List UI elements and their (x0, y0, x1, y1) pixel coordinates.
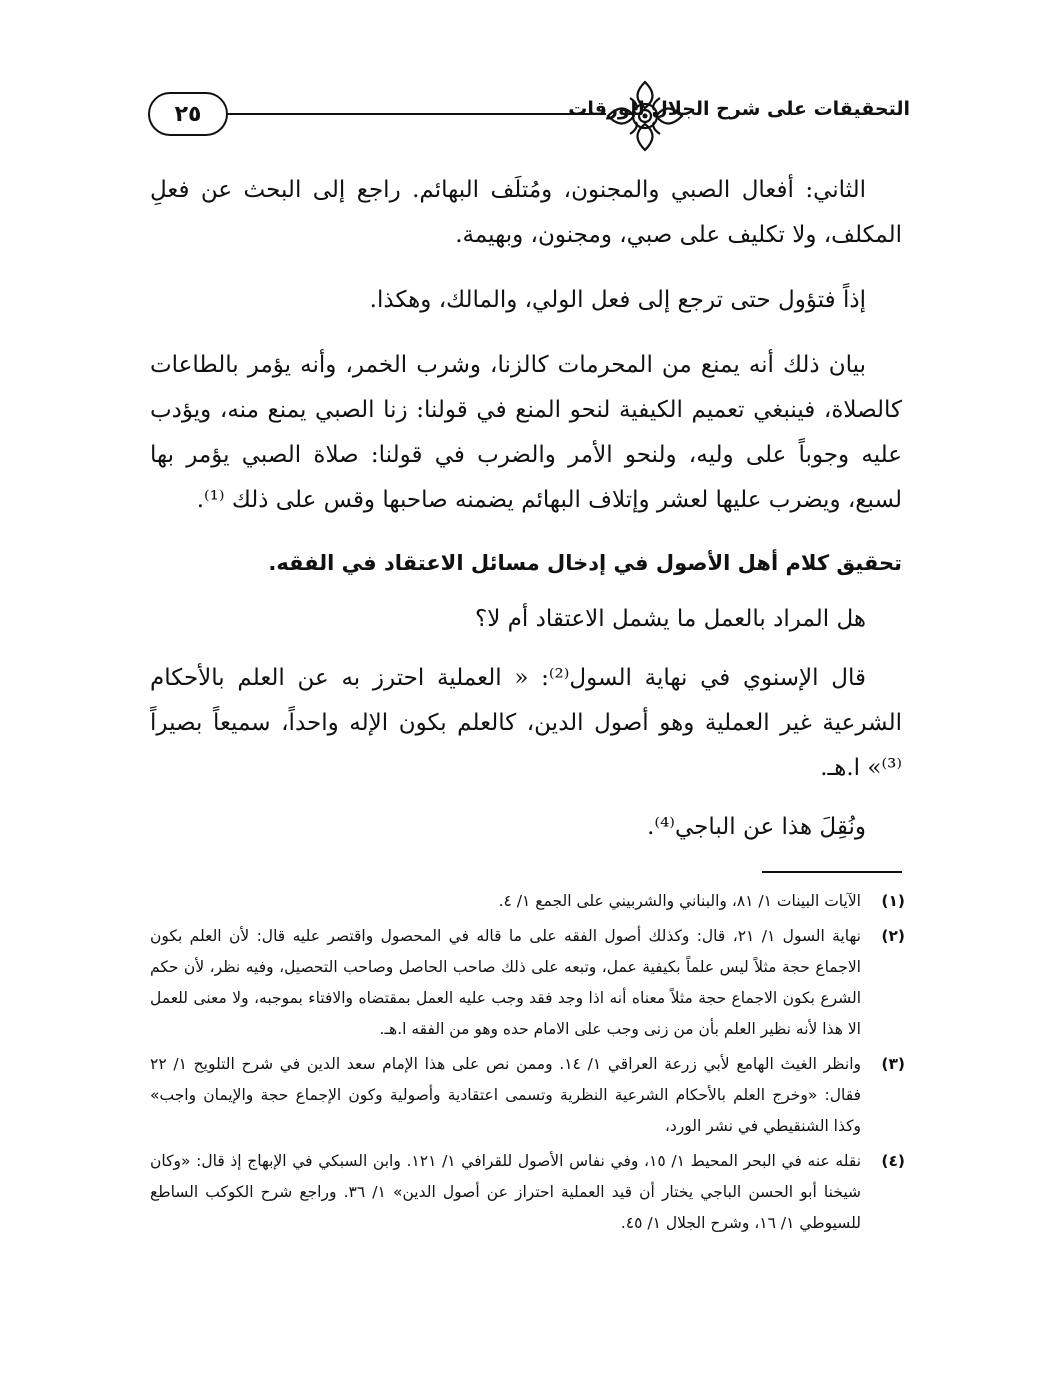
section-heading: تحقيق كلام أهل الأصول في إدخال مسائل الاعتقاد في الفقه. (268, 551, 902, 575)
paragraph-6: ونُقِلَ هذا عن الباجي⁽⁴⁾. (647, 814, 866, 840)
footnote-1 (150, 886, 905, 917)
page-header (140, 72, 910, 162)
footnote-number: (٢) (881, 927, 905, 945)
footnote-2 (150, 921, 905, 1045)
footnote-3 (150, 1049, 905, 1142)
main-text (150, 168, 902, 870)
footnote-number: (٣) (881, 1055, 905, 1073)
footnote-text: نهاية السول ١/ ٢١، قال: وكذلك أصول الفقه على ما قاله في المحصول واقتصر عليه قال: لأن العلم بكون الاجماع حجة مثلاً ليس علماً بكيفية عمل، وتبعه على ذلك صاحب الحاصل وصاحب التحصيل، وفيه نظر، لأن حكم الشرع بكون الاجماع حجة مثلاً معناه أنه اذا وجد فقد وجب عليه العمل بمقتضاه والافتاء بموجبه، ولا معنى للعمل الا هذا لأنه نظير العلم بأن من زنى وجب على الامام حده وهو من الفقه ا.هـ. (150, 927, 861, 1038)
paragraph-5: قال الإسنوي في نهاية السول⁽²⁾: « العملية احترز به عن العلم بالأحكام الشرعية غير العملية وهو أصول الدين، كالعلم بكون الإله واحداً، سميعاً بصيراً ⁽³⁾» ا.هـ. (150, 665, 902, 781)
paragraph-1: الثاني: أفعال الصبي والمجنون، ومُتلَف البهائم. راجع إلى البحث عن فعلِ المكلف، ولا تكليف على صبي، ومجنون، وبهيمة. (150, 177, 902, 248)
header-rule (226, 113, 606, 115)
paragraph-2: إذاً فتؤول حتى ترجع إلى فعل الولي، والمالك، وهكذا. (369, 287, 866, 313)
footnote-number: (٤) (881, 1152, 905, 1170)
paragraph-3: بيان ذلك أنه يمنع من المحرمات كالزنا، وشرب الخمر، وأنه يؤمر بالطاعات كالصلاة، فينبغي تعميم الكيفية لنحو المنع في قولنا: زنا الصبي يمنع منه، ويؤدب عليه وجوباً على وليه، ولنحو الأمر والضرب في قولنا: صلاة الصبي يؤمر بها لسبع، ويضرب عليها لعشر وإتلاف البهائم يضمنه صاحبها وقس على ذلك ⁽¹⁾. (150, 352, 902, 513)
footnote-text: وانظر الغيث الهامع لأبي زرعة العراقي ١/ ١٤. وممن نص على هذا الإمام سعد الدين في شرح التلويح ١/ ٢٢ فقال: «وخرج العلم بالأحكام الشرعية النظرية وتسمى اعتقادية وأصولية وكون الإجماع حجة والإيمان واجب» وكذا الشنقيطي في نشر الورد، (150, 1055, 862, 1135)
page-number: ٢٥ (148, 92, 228, 136)
paragraph-4: هل المراد بالعمل ما يشمل الاعتقاد أم لا؟ (475, 606, 866, 632)
footnote-text: الآيات البينات ١/ ٨١، والبناني والشربيني على الجمع ١/ ٤. (498, 892, 861, 910)
footnote-number: (١) (881, 892, 905, 910)
running-title: التحقيقات على شرح الجلال للورقات (568, 98, 910, 120)
footnote-text: نقله عنه في البحر المحيط ١/ ١٥، وفي نفاس الأصول للقرافي ١/ ١٢١. وابن السبكي في الإبهاج إذ قال: «وكان شيخنا أبو الحسن الباجي يختار أن قيد العملية احتراز عن أصول الدين» ١/ ٣٦. وراجع شرح الكوكب الساطع للسيوطي ١/ ١٦، وشرح الجلال ١/ ٤٥. (150, 1152, 862, 1232)
footnote-separator (762, 871, 902, 873)
footnotes (150, 886, 905, 1243)
footnote-4 (150, 1146, 905, 1239)
